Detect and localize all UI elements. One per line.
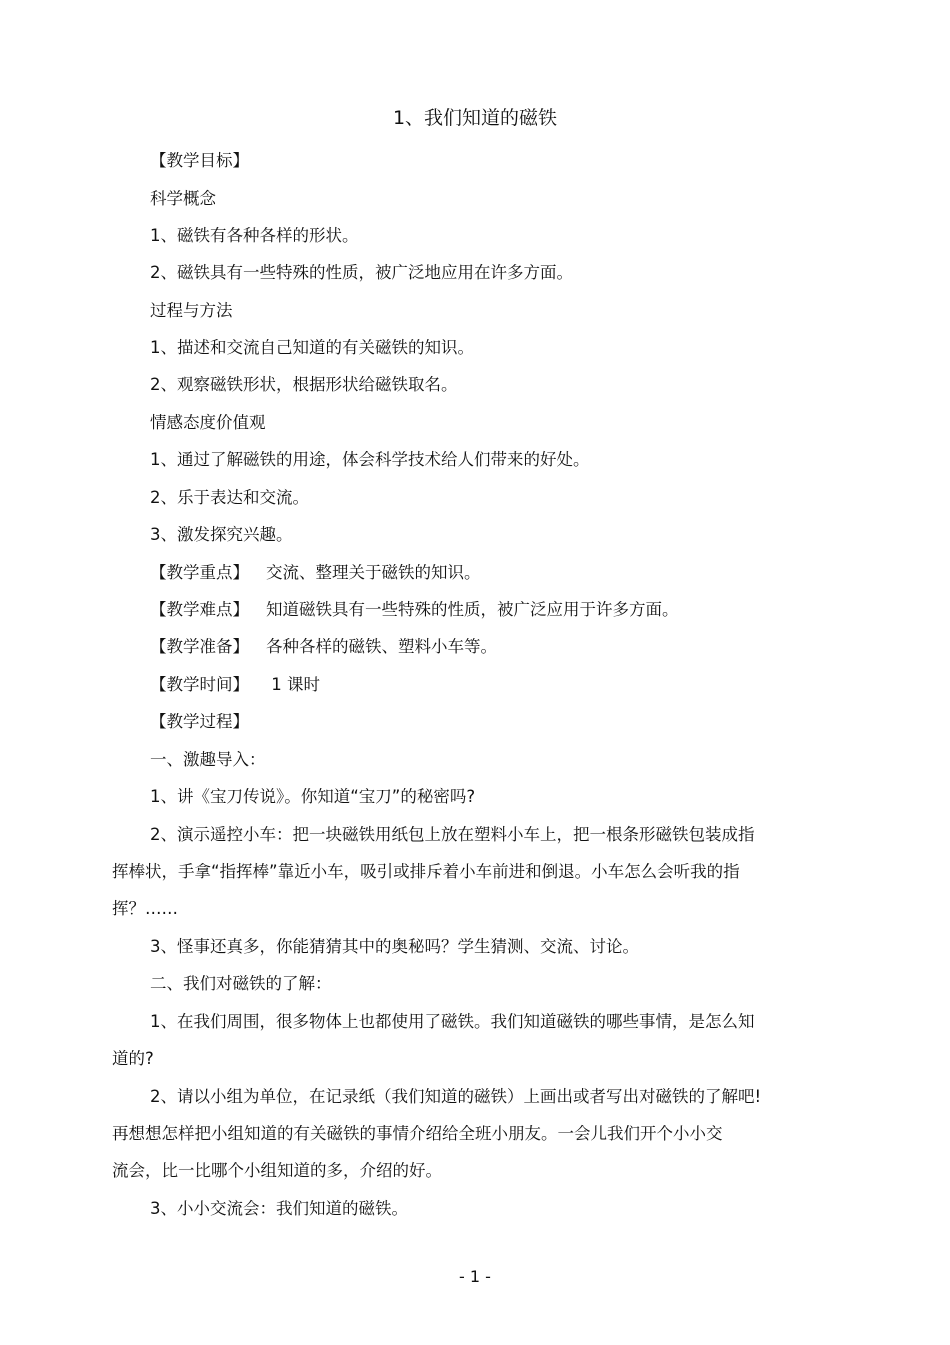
subheading-attitudes-values: 情感态度价值观 — [150, 413, 266, 432]
time-label: 【教学时间】 — [150, 675, 249, 694]
time-row — [0, 673, 950, 697]
text-line: 1、讲《宝刀传说》。你知道“宝刀”的秘密吗? — [150, 787, 476, 806]
section-heading-one: 一、激趣导入： — [150, 750, 266, 769]
text-line: 2、磁铁具有一些特殊的性质，被广泛地应用在许多方面。 — [150, 263, 573, 282]
text-line: 再想想怎样把小组知道的有关磁铁的事情介绍给全班小朋友。一会儿我们开个小小交 — [112, 1124, 723, 1143]
page-number: - 1 - — [459, 1267, 491, 1286]
heading-teaching-objectives: 【教学目标】 — [150, 151, 249, 170]
text-line: 挥？…… — [112, 899, 178, 918]
heading-teaching-process: 【教学过程】 — [150, 712, 249, 731]
preparation-text: 各种各样的磁铁、塑料小车等。 — [266, 637, 497, 656]
text-line: 3、怪事还真多，你能猜猜其中的奥秘吗？学生猜测、交流、讨论。 — [150, 937, 639, 956]
text-line: 2、演示遥控小车：把一块磁铁用纸包上放在塑料小车上，把一根条形磁铁包装成指 — [150, 825, 755, 844]
key-points-row — [0, 561, 950, 585]
text-line: 流会，比一比哪个小组知道的多，介绍的好。 — [112, 1161, 442, 1180]
key-points-label: 【教学重点】 — [150, 563, 249, 582]
text-line: 挥棒状，手拿“指挥棒”靠近小车，吸引或排斥着小车前进和倒退。小车怎么会听我的指 — [112, 862, 740, 881]
preparation-row — [0, 635, 950, 659]
text-line: 2、乐于表达和交流。 — [150, 488, 309, 507]
difficulty-label: 【教学难点】 — [150, 600, 249, 619]
text-line: 1、磁铁有各种各样的形状。 — [150, 226, 359, 245]
text-line: 1、在我们周围，很多物体上也都使用了磁铁。我们知道磁铁的哪些事情，是怎么知 — [150, 1012, 755, 1031]
text-line: 3、激发探究兴趣。 — [150, 525, 293, 544]
text-line: 3、小小交流会：我们知道的磁铁。 — [150, 1199, 408, 1218]
text-line: 2、请以小组为单位，在记录纸（我们知道的磁铁）上画出或者写出对磁铁的了解吧! — [150, 1087, 762, 1106]
page-title: 1、我们知道的磁铁 — [392, 107, 558, 129]
text-line: 1、通过了解磁铁的用途，体会科学技术给人们带来的好处。 — [150, 450, 590, 469]
difficulty-row — [0, 598, 950, 622]
text-line: 2、观察磁铁形状，根据形状给磁铁取名。 — [150, 375, 458, 394]
section-heading-two: 二、我们对磁铁的了解： — [150, 974, 332, 993]
preparation-label: 【教学准备】 — [150, 637, 249, 656]
difficulty-text: 知道磁铁具有一些特殊的性质，被广泛应用于许多方面。 — [266, 600, 679, 619]
key-points-text: 交流、整理关于磁铁的知识。 — [266, 563, 481, 582]
subheading-science-concepts: 科学概念 — [150, 189, 216, 208]
text-line: 道的? — [112, 1049, 154, 1068]
text-line: 1、描述和交流自己知道的有关磁铁的知识。 — [150, 338, 474, 357]
subheading-process-methods: 过程与方法 — [150, 301, 233, 320]
time-text: 1 课时 — [266, 675, 320, 694]
